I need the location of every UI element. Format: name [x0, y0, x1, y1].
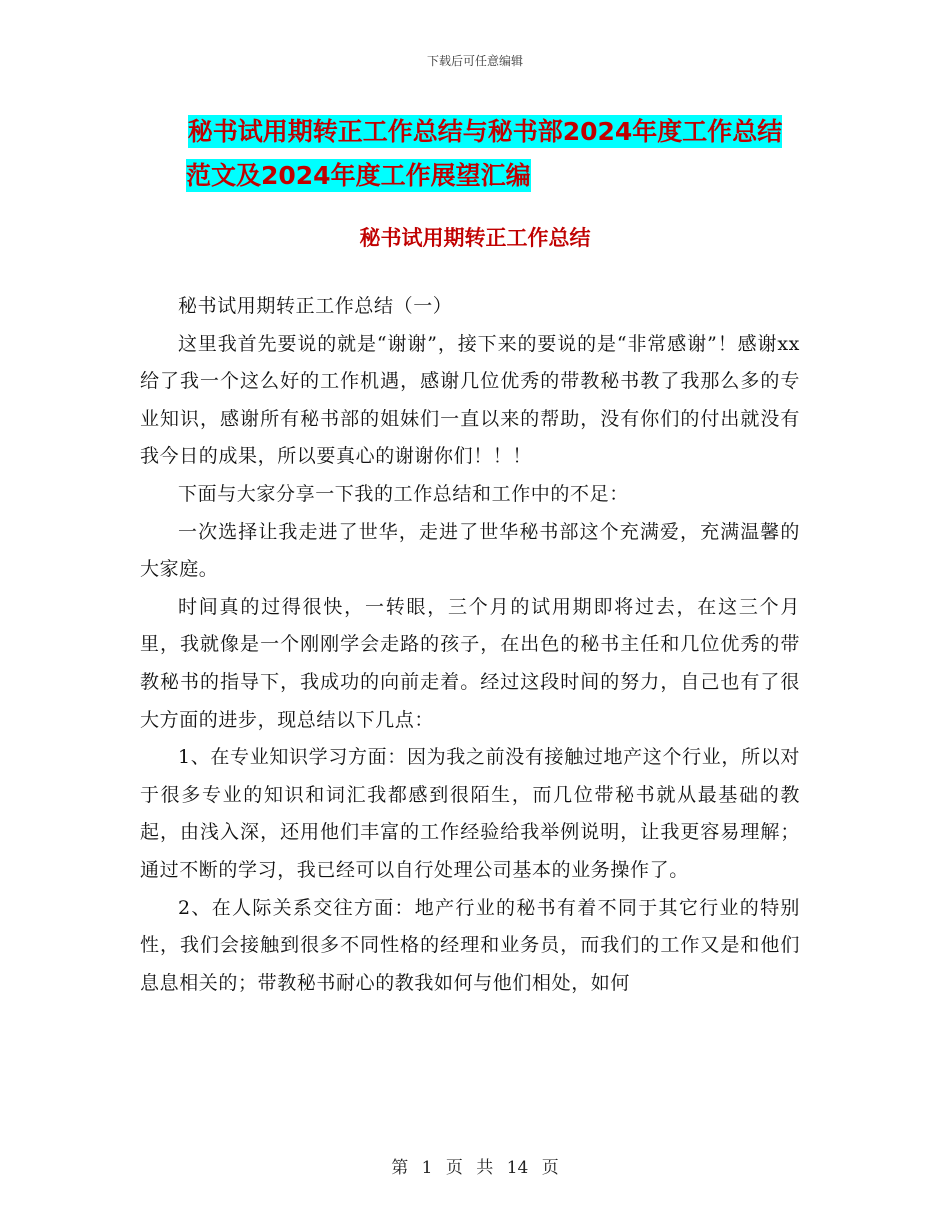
page-footer	[0, 1153, 950, 1178]
paragraph: 时间真的过得很快，一转眼，三个月的试用期即将过去，在这三个月里，我就像是一个刚刚学会走路的孩子，在出色的秘书主任和几位优秀的带教秘书的指导下，我成功的向前走着。经过这段时间的努力，自己也有了很大方面的进步，现总结以下几点：	[140, 595, 800, 731]
total-pages: 14	[506, 1158, 529, 1178]
document-title-line-2	[186, 156, 531, 192]
document-body	[140, 288, 800, 1002]
paragraph: 秘书试用期转正工作总结（一）	[178, 295, 453, 317]
paragraph: 2、在人际关系交往方面：地产行业的秘书有着不同于其它行业的特别性，我们会接触到很多不同性格的经理和业务员，而我们的工作又是和他们息息相关的；带教秘书耐心的教我如何与他们相处，如何	[140, 896, 800, 994]
paragraph: 下面与大家分享一下我的工作总结和工作中的不足：	[178, 482, 629, 505]
paragraph: 一次选择让我走进了世华，走进了世华秘书部这个充满爱，充满温馨的大家庭。	[140, 520, 800, 581]
footer-total-label: 共	[476, 1158, 494, 1178]
paragraph: 这里我首先要说的就是“谢谢”，接下来的要说的是“非常感谢”！感谢xx给了我一个这么好的工作机遇，感谢几位优秀的带教秘书教了我那么多的专业知识，感谢所有秘书部的姐妹们一直以来的帮助，没有你们的付出就没有我今日的成果，所以要真心的谢谢你们！！！	[140, 332, 800, 468]
document-title-line-1	[0, 112, 950, 148]
title-highlight-2: 范文及2024年度工作展望汇编	[186, 161, 531, 190]
paragraph: 1、在专业知识学习方面：因为我之前没有接触过地产这个行业，所以对于很多专业的知识和词汇我都感到很陌生，而几位带秘书就从最基础的教起，由浅入深，还用他们丰富的工作经验给我举例说明，让我更容易理解；通过不断的学习，我已经可以自行处理公司基本的业务操作了。	[140, 746, 800, 881]
page-number: 1	[421, 1158, 433, 1178]
section-title: 秘书试用期转正工作总结	[359, 226, 591, 250]
footer-mid: 页	[445, 1158, 463, 1178]
header-note: 下载后可任意编辑	[426, 54, 523, 68]
title-highlight-1: 秘书试用期转正工作总结与秘书部2024年度工作总结	[187, 117, 783, 146]
footer-suffix: 页	[541, 1158, 559, 1178]
footer-prefix: 第	[391, 1158, 409, 1178]
